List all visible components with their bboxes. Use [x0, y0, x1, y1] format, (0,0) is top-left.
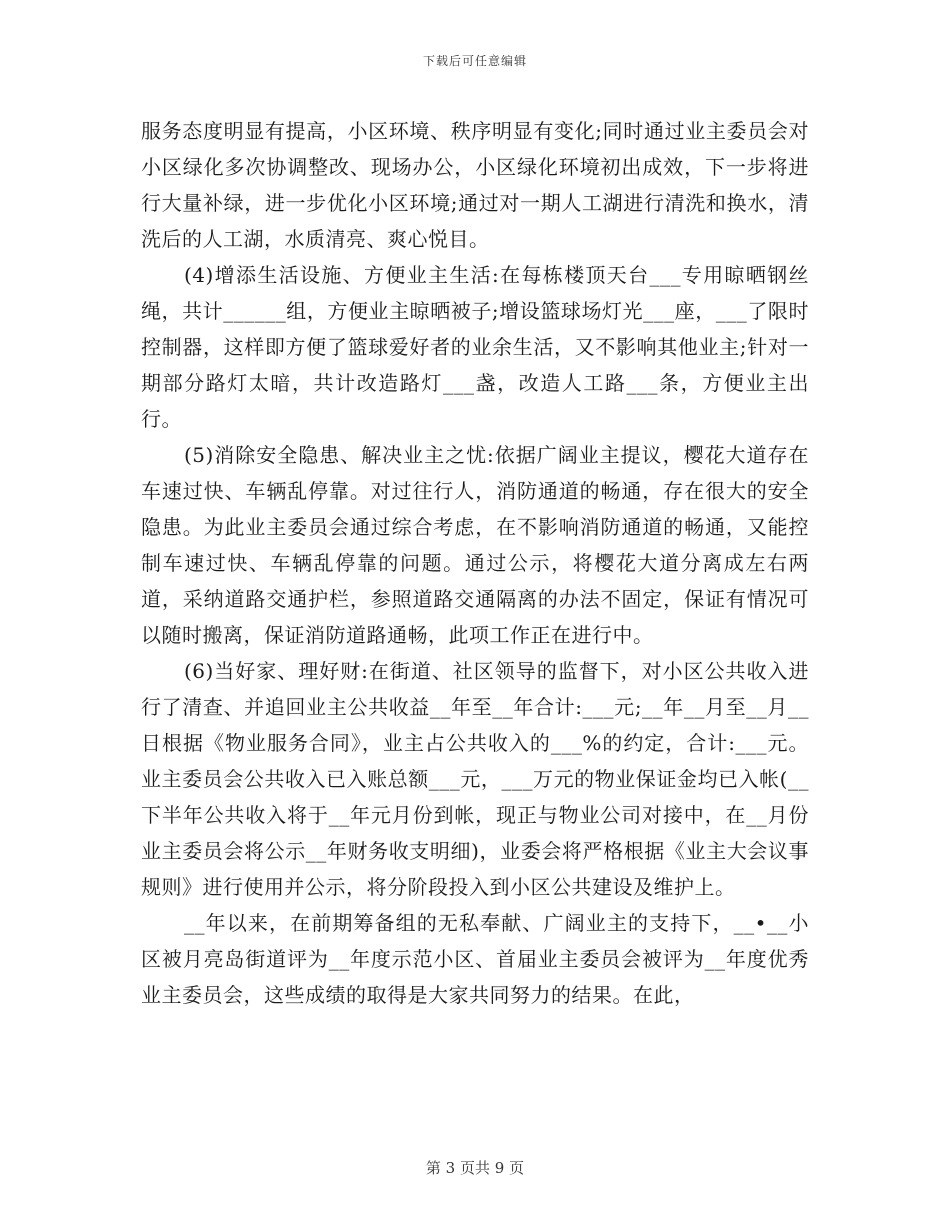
paragraph-summary: __年以来，在前期筹备组的无私奉献、广阔业主的支持下，__•__小区被月亮岛街道评为__年度示范小区、首届业主委员会被评为__年度优秀业主委员会，这些成绩的取得是大家共同努力的结果。在此，: [141, 911, 809, 1007]
document-body: [141, 113, 809, 1013]
page-header: 下载后可任意编辑: [422, 54, 527, 68]
paragraph-item-6: (6)当好家、理好财:在街道、社区领导的监督下，对小区公共收入进行了清查、并追回业主公共收益__年至__年合计:___元;__年__月至__月__日根据《物业服务合同》，业主占公共收入的___%的约定，合计:___元。业主委员会公共收入已入账总额___元，___万元的物业保证金均已入帐(__下半年公共收入将于__年元月份到帐，现正与物业公司对接中，在__月份业主委员会将公示__年财务收支明细)，业委会将严格根据《业主大会议事规则》进行使用并公示，将分阶段投入到小区公共建设及维护上。: [141, 659, 809, 899]
paragraph-continuation: 服务态度明显有提高，小区环境、秩序明显有变化;同时通过业主委员会对小区绿化多次协调整改、现场办公，小区绿化环境初出成效，下一步将进行大量补绿，进一步优化小区环境;通过对一期人工湖进行清洗和换水，清洗后的人工湖，水质清亮、爽心悦目。: [141, 119, 809, 251]
page-footer: 第 3 页共 9 页: [425, 1159, 525, 1177]
paragraph-item-5: (5)消除安全隐患、解决业主之忧:依据广阔业主提议，樱花大道存在车速过快、车辆乱停靠。对过往行人，消防通道的畅通，存在很大的安全隐患。为此业主委员会通过综合考虑，在不影响消防通道的畅通，又能控制车速过快、车辆乱停靠的问题。通过公示，将樱花大道分离成左右两道，采纳道路交通护栏，参照道路交通隔离的办法不固定，保证有情况可以随时搬离，保证消防道路通畅，此项工作正在进行中。: [141, 443, 809, 647]
paragraph-item-4: (4)增添生活设施、方便业主生活:在每栋楼顶天台___专用晾晒钢丝绳，共计______组，方便业主晾晒被子;增设篮球场灯光___座，___了限时控制器，这样即方便了篮球爱好者的业余生活，又不影响其他业主;针对一期部分路灯太暗，共计改造路灯___盏，改造人工路___条，方便业主出行。: [141, 263, 809, 431]
